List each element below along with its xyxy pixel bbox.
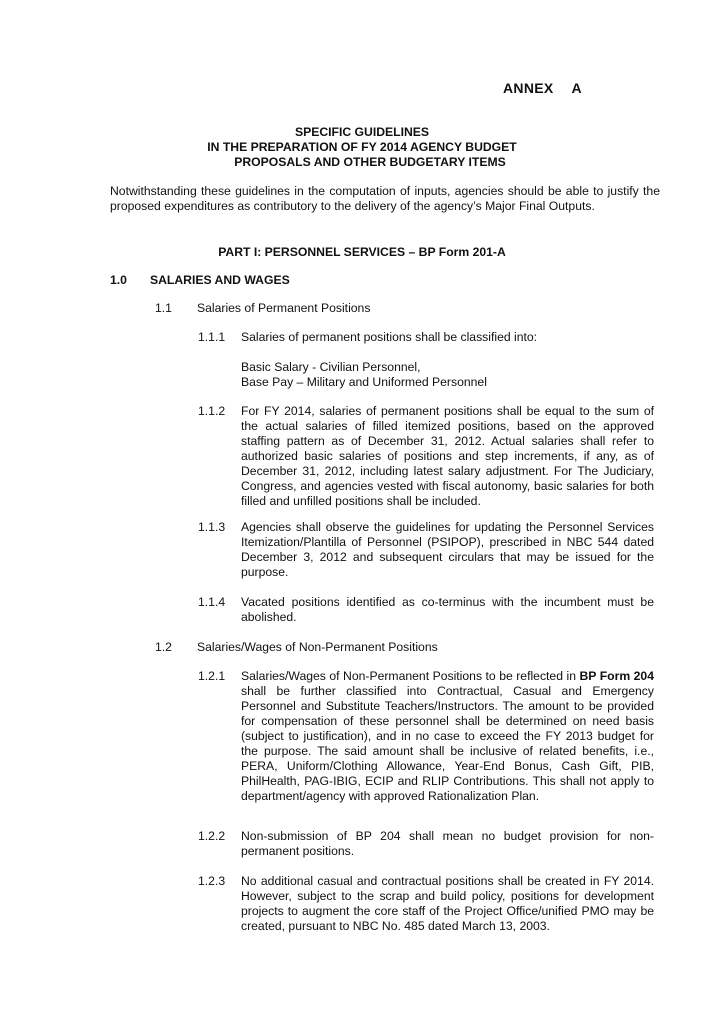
item-1-1-1 [198, 330, 654, 345]
annex-letter: A [571, 80, 582, 96]
text-segment: shall be further classified into Contractual, Casual and Emergency Personnel and Substitute Teachers/Instructors. The amount to be provided for compensation of these personnel shall be determined on need basis (subject to justification), and in no case to exceed the FY 2013 budget for the purpose. The said amount shall be inclusive of related benefits, i.e., PERA, Uniform/Clothing Allowance, Year-End Bonus, Cash Gift, PIB, PhilHealth, PAG-IBIG, ECIP and RLIP Contributions. This shall not apply to department/agency with approved Rationalization Plan. [241, 684, 654, 803]
item-number: 1.2.3 [198, 874, 226, 888]
item-text: Non-submission of BP 204 shall mean no budget provision for non-permanent positions. [241, 829, 654, 858]
section-title: Salaries/Wages of Non-Permanent Positions [197, 640, 438, 654]
item-number: 1.2.1 [198, 669, 226, 683]
title-line-3: PROPOSALS AND OTHER BUDGETARY ITEMS [234, 155, 506, 169]
section-number: 1.0 [110, 273, 127, 287]
intro-paragraph: Notwithstanding these guidelines in the computation of inputs, agencies should be able to justify the proposed expenditures as contributory to the delivery of the agency’s Major Final Outputs. [110, 184, 660, 213]
annex-label [503, 80, 582, 96]
item-text: Agencies shall observe the guidelines for updating the Personnel Services Itemization/Plantilla of Personnel (PSIPOP), prescribed in NBC 544 dated December 3, 2012 and subsequent circulars that may be issued for the purpose. [241, 520, 654, 579]
item-1-1-4 [198, 595, 654, 625]
document-title [0, 125, 724, 170]
item-1-2-3 [198, 874, 654, 934]
item-text: Vacated positions identified as co-terminus with the incumbent must be abolished. [241, 595, 654, 624]
item-number: 1.1.3 [198, 520, 226, 534]
section-title: Salaries of Permanent Positions [197, 301, 371, 315]
item-text [241, 669, 654, 804]
classification-line-b: Base Pay – Military and Uniformed Personnel [241, 375, 487, 389]
item-number: 1.1.1 [198, 330, 226, 344]
text-segment: Salaries/Wages of Non-Permanent Positions to be reflected in [241, 669, 580, 683]
item-1-1-2 [198, 404, 654, 509]
item-number: 1.1.2 [198, 404, 226, 418]
item-1-2-2 [198, 829, 654, 859]
annex-word: ANNEX [503, 80, 554, 96]
item-1-1-3 [198, 520, 654, 580]
title-line-2: IN THE PREPARATION OF FY 2014 AGENCY BUDGET [207, 140, 517, 154]
section-number: 1.1 [155, 301, 172, 315]
item-text: No additional casual and contractual positions shall be created in FY 2014. However, subject to the scrap and build policy, positions for development projects to augment the core staff of the Project Office/unified PMO may be created, pursuant to NBC No. 485 dated March 13, 2003. [241, 874, 654, 933]
item-number: 1.1.4 [198, 595, 226, 609]
title-line-1: SPECIFIC GUIDELINES [294, 125, 430, 139]
classification-line-a: Basic Salary - Civilian Personnel, [241, 360, 421, 374]
part-heading: PART I: PERSONNEL SERVICES – BP Form 201-A [218, 245, 506, 259]
item-1-2-1 [198, 669, 654, 804]
form-reference: BP Form 204 [579, 669, 654, 683]
item-text: For FY 2014, salaries of permanent positions shall be equal to the sum of the actual salaries of filled itemized positions, based on the approved staffing pattern as of December 31, 2012. Actual salaries shall refer to authorized basic salaries of positions and step increments, if any, as of December 31, 2012, including latest salary adjustment. For The Judiciary, Congress, and agencies vested with fiscal autonomy, basic salaries for both filled and unfilled positions shall be included. [241, 404, 654, 508]
section-title: SALARIES AND WAGES [150, 273, 290, 287]
item-number: 1.2.2 [198, 829, 226, 843]
item-text: Salaries of permanent positions shall be classified into: [241, 330, 538, 344]
section-number: 1.2 [155, 640, 172, 654]
